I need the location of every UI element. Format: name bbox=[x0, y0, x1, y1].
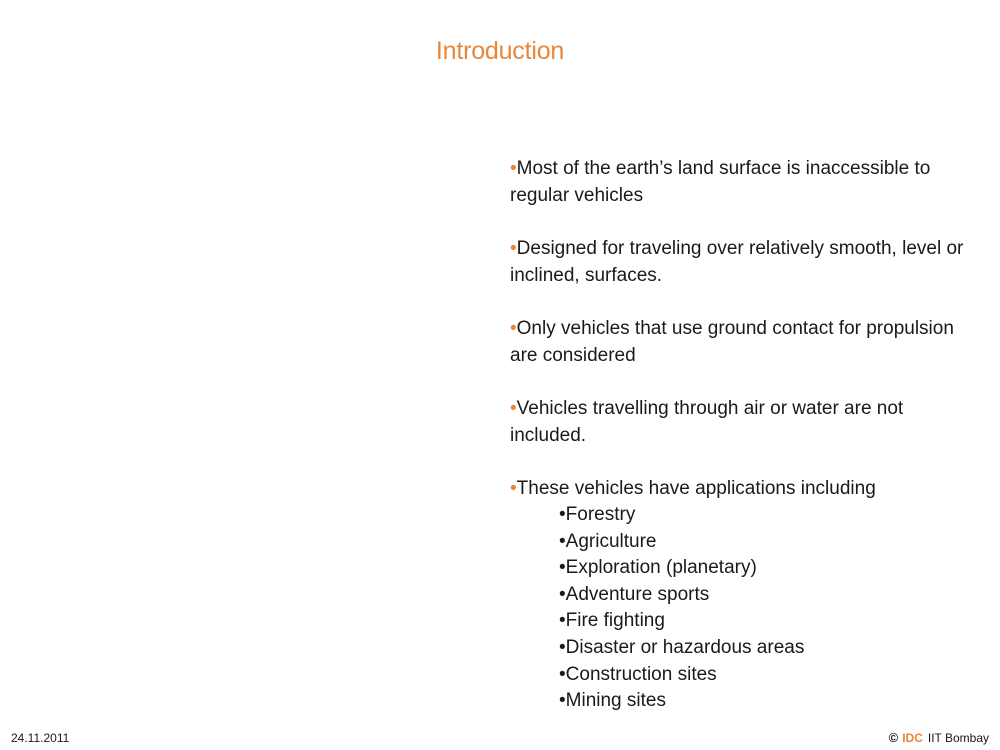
application-item bbox=[559, 635, 980, 662]
copyright-icon: © bbox=[888, 730, 899, 745]
bullet-text: Only vehicles that use ground contact for propulsion are considered bbox=[510, 318, 954, 366]
application-text: Construction sites bbox=[565, 663, 717, 685]
sub-bullet-dot-icon: • bbox=[559, 610, 566, 632]
bullet-text: Vehicles travelling through air or water are not included. bbox=[510, 398, 904, 446]
application-text: Exploration (planetary) bbox=[565, 557, 757, 579]
bullet-item bbox=[510, 395, 980, 449]
footer-branding bbox=[889, 730, 989, 745]
idc-logo-text: IDC bbox=[902, 730, 923, 745]
bullet-text: Most of the earth’s land surface is inaccessible to regular vehicles bbox=[510, 158, 931, 206]
bullet-item bbox=[510, 155, 980, 209]
application-item bbox=[559, 529, 980, 556]
bullet-text: Designed for traveling over relatively smooth, level or inclined, surfaces. bbox=[510, 238, 964, 286]
sub-bullet-dot-icon: • bbox=[559, 636, 566, 658]
slide-content bbox=[510, 155, 980, 715]
application-text: Adventure sports bbox=[565, 583, 710, 605]
application-text: Forestry bbox=[565, 504, 636, 525]
bullet-dot-icon: • bbox=[510, 318, 517, 339]
application-item bbox=[559, 555, 980, 582]
application-item bbox=[559, 582, 980, 609]
bullet-dot-icon: • bbox=[510, 478, 517, 499]
bullet-dot-icon: • bbox=[510, 158, 517, 179]
org-name: IIT Bombay bbox=[927, 730, 989, 745]
application-text: Disaster or hazardous areas bbox=[565, 636, 805, 658]
bullet-dot-icon: • bbox=[510, 238, 517, 259]
sub-bullet-dot-icon: • bbox=[559, 663, 566, 685]
sub-bullet-dot-icon: • bbox=[559, 690, 566, 712]
slide-title: Introduction bbox=[435, 37, 565, 65]
footer-date: 24.11.2011 bbox=[11, 731, 70, 745]
application-item bbox=[559, 688, 980, 715]
application-item bbox=[559, 662, 980, 689]
bullet-item bbox=[510, 315, 980, 369]
sub-bullet-dot-icon: • bbox=[559, 583, 566, 605]
application-item bbox=[559, 502, 980, 529]
sub-bullet-dot-icon: • bbox=[559, 504, 566, 525]
application-text: Mining sites bbox=[565, 690, 666, 712]
bullet-dot-icon: • bbox=[510, 398, 517, 419]
applications-list bbox=[559, 502, 980, 715]
bullet-item bbox=[510, 235, 980, 289]
bullet-text: These vehicles have applications including bbox=[516, 478, 876, 499]
application-item bbox=[559, 608, 980, 635]
sub-bullet-dot-icon: • bbox=[559, 557, 566, 579]
sub-bullet-dot-icon: • bbox=[559, 530, 566, 552]
application-text: Fire fighting bbox=[565, 610, 665, 632]
bullet-item bbox=[510, 475, 980, 502]
application-text: Agriculture bbox=[565, 530, 657, 552]
